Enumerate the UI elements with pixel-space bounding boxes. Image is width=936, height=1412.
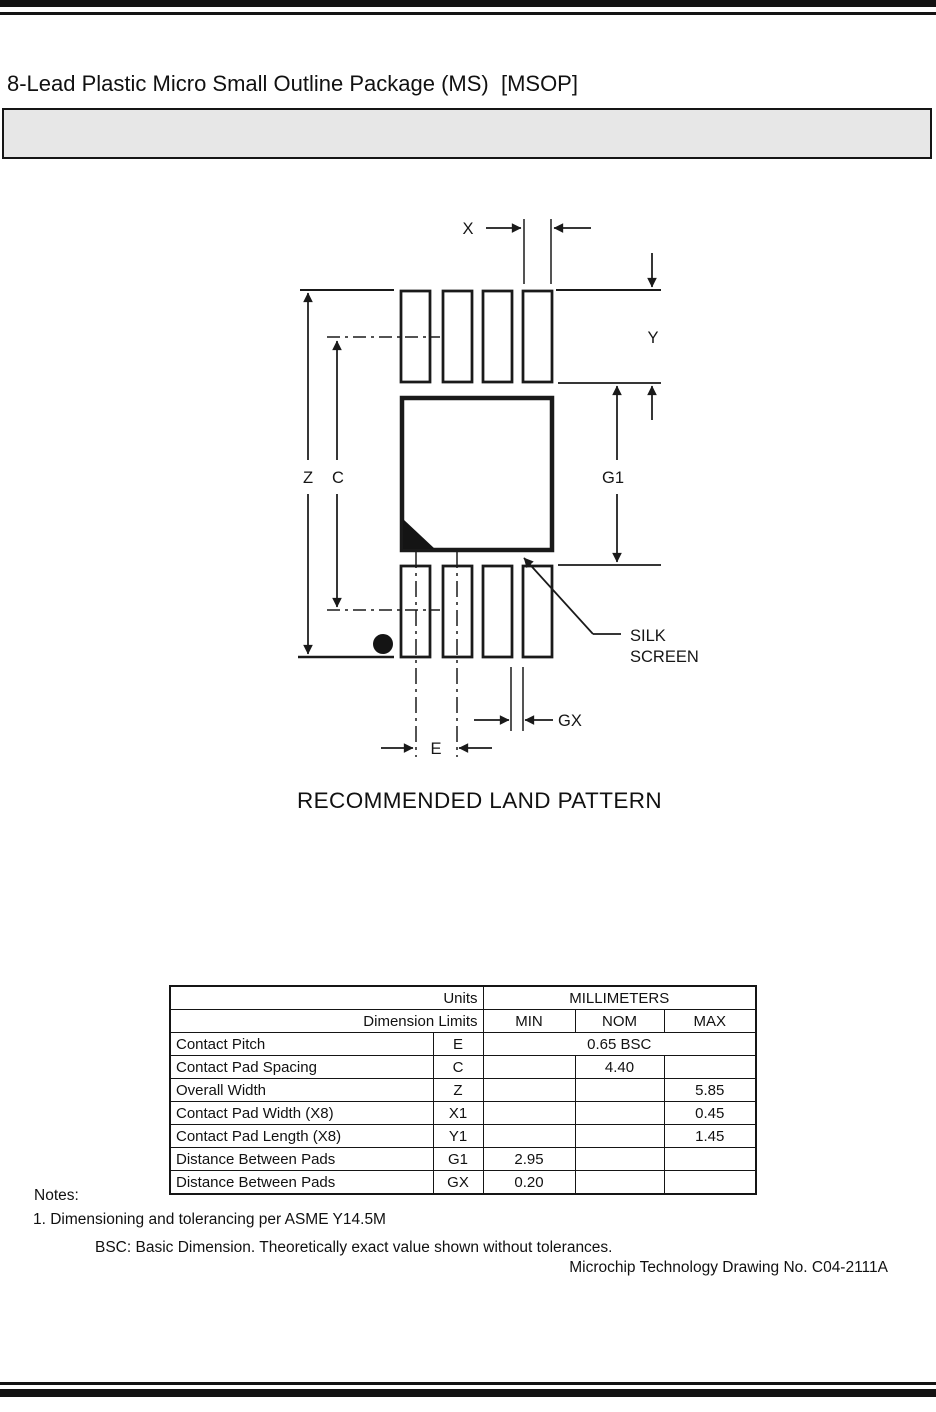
note-1: 1. Dimensioning and tolerancing per ASME Y14.5M <box>33 1211 386 1228</box>
param-cell: Overall Width <box>170 1079 433 1102</box>
span-value-cell: 0.65 BSC <box>483 1033 756 1056</box>
bottom-pad-row <box>401 566 552 657</box>
max-cell <box>664 1148 756 1171</box>
table-row <box>170 1010 756 1033</box>
table-row <box>170 1079 756 1102</box>
table-row <box>170 1125 756 1148</box>
table-row <box>170 1056 756 1079</box>
table-row <box>170 1148 756 1171</box>
silkscreen-label-line2: SCREEN <box>630 648 699 666</box>
pin1-dot <box>373 634 393 654</box>
min-cell <box>483 1079 575 1102</box>
max-cell: 0.45 <box>664 1102 756 1125</box>
page-title: 8-Lead Plastic Micro Small Outline Package (MS) [MSOP] <box>7 71 578 96</box>
units-value-cell: MILLIMETERS <box>483 986 756 1010</box>
nom-cell <box>575 1125 664 1148</box>
max-cell: 1.45 <box>664 1125 756 1148</box>
notes-heading: Notes: <box>34 1187 79 1204</box>
pad <box>523 566 552 657</box>
nom-cell <box>575 1171 664 1195</box>
param-cell: Contact Pad Length (X8) <box>170 1125 433 1148</box>
diagram-caption: RECOMMENDED LAND PATTERN <box>297 788 663 813</box>
symbol-cell: GX <box>433 1171 483 1195</box>
pad <box>483 566 512 657</box>
nom-cell: 4.40 <box>575 1056 664 1079</box>
drawing-number: Microchip Technology Drawing No. C04-2111A <box>569 1259 888 1276</box>
max-cell <box>664 1171 756 1195</box>
bottom-thin-rule <box>0 1382 936 1385</box>
max-cell <box>664 1056 756 1079</box>
max-cell: 5.85 <box>664 1079 756 1102</box>
table-row <box>170 1171 756 1195</box>
min-cell: 2.95 <box>483 1148 575 1171</box>
min-cell: 0.20 <box>483 1171 575 1195</box>
bottom-thick-rule <box>0 1389 936 1397</box>
note-1-sub: BSC: Basic Dimension. Theoretically exact value shown without tolerances. <box>95 1239 613 1256</box>
symbol-cell: C <box>433 1056 483 1079</box>
symbol-cell: Z <box>433 1079 483 1102</box>
symbol-cell: X1 <box>433 1102 483 1125</box>
min-cell <box>483 1056 575 1079</box>
min-cell <box>483 1102 575 1125</box>
dim-label-gx: GX <box>558 712 582 730</box>
min-cell <box>483 1125 575 1148</box>
units-label-cell: Units <box>170 986 483 1010</box>
param-cell: Distance Between Pads <box>170 1148 433 1171</box>
param-cell: Distance Between Pads <box>170 1171 433 1195</box>
silkscreen-label-line1: SILK <box>630 627 666 645</box>
nom-cell <box>575 1148 664 1171</box>
limits-label-cell: Dimension Limits <box>170 1010 483 1033</box>
dim-label-x: X <box>462 220 474 238</box>
symbol-cell: Y1 <box>433 1125 483 1148</box>
table-row <box>170 1102 756 1125</box>
dim-label-c: C <box>332 469 344 487</box>
nom-cell <box>575 1079 664 1102</box>
param-cell: Contact Pad Spacing <box>170 1056 433 1079</box>
pad <box>443 291 472 382</box>
symbol-cell: G1 <box>433 1148 483 1171</box>
pad <box>523 291 552 382</box>
param-cell: Contact Pad Width (X8) <box>170 1102 433 1125</box>
param-cell: Contact Pitch <box>170 1033 433 1056</box>
table-row <box>170 1033 756 1056</box>
dim-label-z: Z <box>302 469 314 487</box>
symbol-cell: E <box>433 1033 483 1056</box>
min-header-cell: MIN <box>483 1010 575 1033</box>
table-row <box>170 986 756 1010</box>
dim-label-e: E <box>430 740 442 758</box>
package-outline <box>402 398 552 550</box>
pad <box>483 291 512 382</box>
max-header-cell: MAX <box>664 1010 756 1033</box>
dim-label-y: Y <box>647 329 659 347</box>
nom-header-cell: NOM <box>575 1010 664 1033</box>
dim-label-g1: G1 <box>601 469 625 487</box>
nom-cell <box>575 1102 664 1125</box>
dimensions-table <box>169 985 757 1195</box>
